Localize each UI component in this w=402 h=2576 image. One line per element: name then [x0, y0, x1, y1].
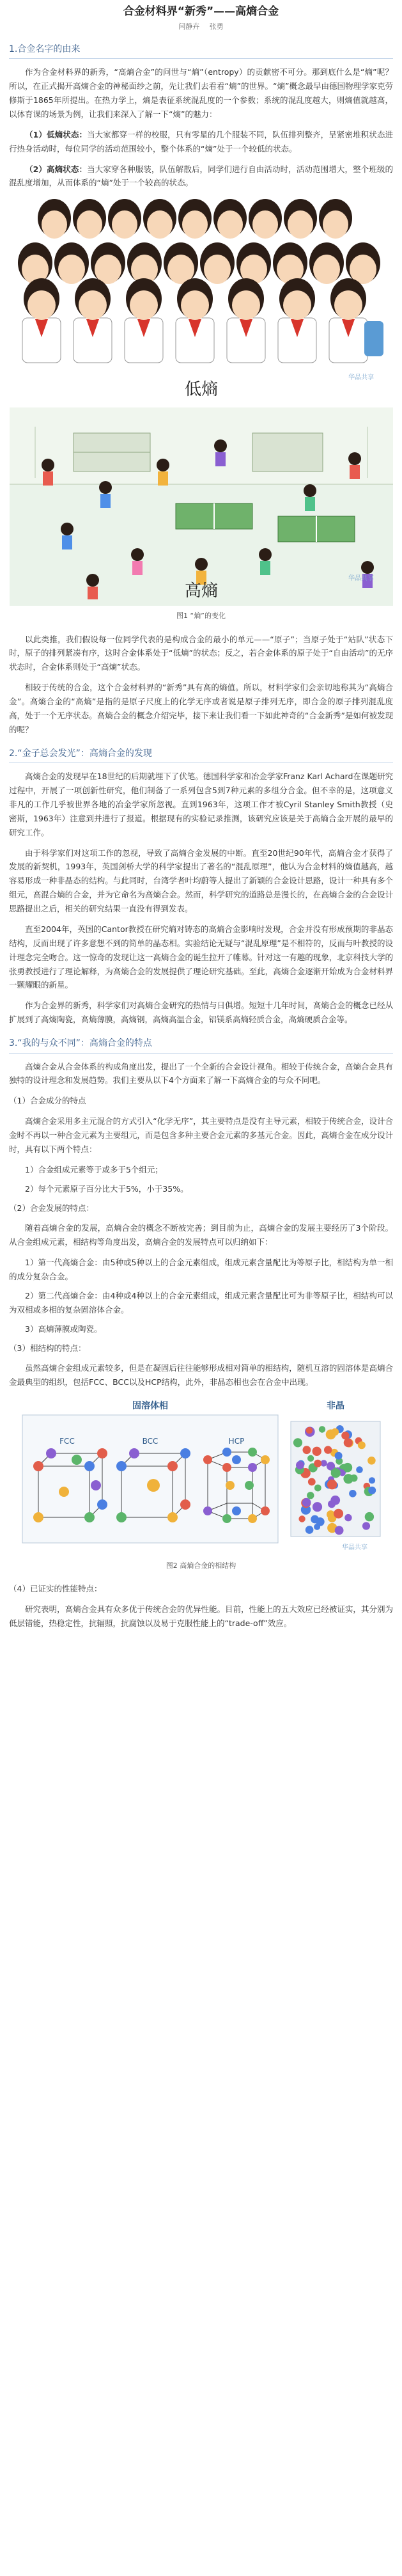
phase-structure-diagram: [10, 1396, 393, 1556]
amorphous-atom: [312, 1447, 321, 1456]
amorphous-atom: [368, 1477, 375, 1483]
list-item: [9, 128, 393, 156]
section-heading: 3.“我的与众不同”：高熵合金的特点: [9, 1033, 393, 1054]
item-text: 当大家都穿一样的校服，只有零星的几个服装不同，队伍排列整齐，呈紧密堆积状态进行热身活动时，每位同学的活动范围较小，整个体系的“熵”处于一个较低的状态。: [9, 129, 393, 154]
section-heading: 1.合金名字的由来: [9, 39, 393, 59]
author-line: [9, 20, 393, 33]
figure-caption: 图1 “熵”的变化: [176, 612, 226, 620]
bcc-label: BCC: [142, 1437, 158, 1446]
paragraph: 作为合金界的新秀，科学家们对高熵合金研究的热情与日俱增。短短十几年时间，高熵合金的概念已经从扩展到了高熵陶瓷，高熵薄膜，高熵钢，高熵高温合金，铝镁系高熵轻质合金，高熵硬质合金等。: [9, 1000, 393, 1025]
subheading: （3）相结构的特点：: [9, 1343, 86, 1353]
amorphous-atom: [314, 1460, 321, 1467]
amorphous-atom: [324, 1446, 332, 1454]
amorphous-atom: [368, 1487, 376, 1494]
paragraph: 由于科学家们对这项工作的忽视，导致了高熵合金发展的中断。直至20世纪90年代，高熵合金才获得了发展的新契机，1993年，英国剑桥大学的科学家提出了著名的“混乱原理”，他认为合金材料的熵值越高，越容易形成一种非晶态的结构。与此同时，台湾学者叶均蔚等人提出了新颖的合金设计思路，设计一种具有多个组元，高混合熵的合金，并为它命名为高熵合金。然而，科学研究的道路总是漫长的，在高熵合金的合金设计思路提出之后，相关的研究结果一直没有得到发表。: [9, 848, 393, 913]
paragraph: 以此类推，我们假设每一位同学代表的是构成合金的最小的单元——“原子”；当原子处于“站队”状态下时，原子的排列紧凑有序，这时合金体系处于“低熵”的状态；反之，若合金体系的原子处于“自由活动”的无序状态时，合金体系则处于“高熵”状态。: [9, 634, 393, 672]
amorphous-atom: [307, 1478, 315, 1486]
list-item: [9, 162, 393, 191]
author-name: 张勇: [209, 22, 224, 31]
figure-phase-structures: [9, 1396, 393, 1572]
amorphous-atom: [367, 1457, 376, 1465]
solid-solution-label: 固溶体相: [132, 1401, 168, 1412]
paragraph: 高熵合金从合金体系的构成角度出发，提出了一个全新的合金设计视角。相较于传统合金，高熵合金具有独特的设计理念和发展趋势。我们主要从以下4个方面来了解一下高熵合金的与众不同吧。: [9, 1061, 393, 1086]
item-label: （2）高熵状态：: [25, 164, 88, 174]
solid-solution-box: [22, 1415, 278, 1543]
amorphous-atom: [349, 1490, 357, 1497]
amorphous-atom: [307, 1455, 314, 1462]
paragraph: 研究表明，高熵合金具有众多优于传统合金的优异性能。目前，性能上的五大效应已经被证实，其分别为低层错能，热稳定性，抗辐照，抗腐蚀以及易于克服性能上的“trade-off”效应。: [9, 1604, 393, 1629]
paragraph: 直至2004年，英国的Cantor教授在研究熵对铸态的高熵合金影响时发现，合金并没有形成预期的非晶态结构，反而出现了许多意想不到的简单的晶态相。实验结论无疑与“混乱原理”是不相符的，反而与叶教授的设计理念完全吻合。这一惊奇的发现让这一高熵合金的诞生拉开了帷幕。针对这一有趣的现象，北京科技大学的张勇教授进行了理论解释，为高熵合金的发展提供了理论研究基础。至此，高熵合金逐渐开始成为合金材料界一颗耀眼的新星。: [9, 924, 393, 990]
section-heading: 2.“金子总会发光”：高熵合金的发现: [9, 743, 393, 764]
paragraph: 高熵合金的发现早在18世纪的后期就埋下了伏笔。德国科学家和冶金学家Franz Karl Achard在课题研究过程中，开展了一项创新性研究，他们制备了一系列包含5到7种元素的多组分合金。但不幸的是，这项意义非凡的工作几乎被世界各地的冶金学家所忽视。直到1963年，这项工作才被Cyril Stanley Smith教授（史密斯，1963年）注意到并进行了报道。根据现有的实验记录推测，该研究应该是关于高熵合金开展的最早的研究工作。: [9, 771, 393, 837]
hcp-label: HCP: [228, 1437, 244, 1446]
amorphous-atom: [362, 1522, 369, 1530]
item-text: 当大家穿各种服装，队伍解散后，同学们进行自由活动时，活动范围增大，整个班级的混乱度增加，从而体系的“熵”处于一个较高的状态。: [9, 164, 393, 188]
high-entropy-label: 高熵: [184, 581, 218, 601]
amorphous-atom: [296, 1461, 304, 1469]
article-title: 合金材料界“新秀”——高熵合金: [123, 5, 279, 18]
watermark-text: 华晶共享: [348, 374, 374, 382]
paragraph: 高熵合金采用多主元混合的方式引入“化学无序”，其主要特点是没有主导元素，相较于传统合金，设计合金时不再以一种合金元素为主要组元，而是包含多种主要合金元素的多基元合金。因此，高熵合金在成分设计时，具有以下两个特点：: [9, 1116, 393, 1154]
subheading: （1）合金成分的特点: [9, 1096, 86, 1106]
amorphous-atom: [298, 1515, 305, 1522]
paragraph: 相较于传统的合金，这个合金材料界的“新秀”具有高的熵值。所以，材料学家们会亲切地称其为“高熵合金”。高熵合金的“高熵”是指的是原子尺度上的化学无序或者说是原子排列无序，即合金的原子排列混乱度高，处于一个无序状态。高熵合金的概念介绍完毕，接下来让我们看一下如此神奇的“合金新秀”是如何被发现的呢？: [9, 683, 393, 734]
paragraph: 作为合金材料界的新秀，“高熵合金”的问世与“熵”（entropy）的贡献密不可分。那到底什么是“熵”呢？所以，在正式揭开高熵合金的神秘面纱之前，先让我们去看看“熵”的世界。“熵”概念最早由德国物理学家克劳修斯于1865年所提出。在热力学上，熵是表征系统混乱度的一个参数；系统的混乱度越大，则熵值就越高，以体育课的场景为例，让我们来深入了解一下“熵”的魅力：: [9, 67, 393, 119]
item-label: （1）低熵状态：: [25, 129, 88, 139]
list-item: 1）第一代高熵合金：由5种或5种以上的合金元素组成，组成元素含量配比为等原子比，相结构为单一相的成分复杂合金。: [9, 1258, 393, 1281]
subheading: （4）已证实的性能特点：: [9, 1584, 102, 1594]
subheading: （2）合金发展的特点：: [9, 1203, 94, 1213]
amorphous-atom: [305, 1427, 312, 1434]
amorphous-atom: [343, 1463, 352, 1473]
amorphous-atom: [312, 1502, 321, 1512]
author-name: 闫静卉: [178, 22, 200, 31]
watermark-text: 华晶共享: [341, 1544, 367, 1552]
amorphous-atom: [327, 1480, 336, 1489]
list-item: 3）高熵薄膜或陶瓷。: [25, 1324, 102, 1334]
fcc-label: FCC: [59, 1437, 75, 1446]
low-entropy-label: 低熵: [184, 380, 218, 400]
amorphous-atom: [318, 1426, 325, 1432]
entropy-cartoon-illustration: [10, 196, 393, 606]
amorphous-atom: [350, 1474, 357, 1482]
amorphous-atom: [302, 1498, 311, 1507]
paragraph: 虽然高熵合金组成元素较多，但是在凝固后往往能够形成相对简单的相结构，随机互溶的固溶体是高熵合金最典型的组织，包括FCC、BCC以及HCP结构，此外，非晶态相也会在合金中出现。: [9, 1363, 393, 1387]
amorphous-atom: [344, 1514, 352, 1521]
list-item: 2）每个元素原子百分比大于5%，小于35%。: [25, 1183, 189, 1194]
amorphous-atom: [330, 1468, 340, 1478]
amorphous-atom: [305, 1526, 313, 1534]
paragraph: 随着高熵合金的发展，高熵合金的概念不断被完善；到目前为止，高熵合金的发展主要经历了3个阶段。从合金组成元素，相结构等角度出发，高熵合金的发展特点可以归纳如下：: [9, 1223, 393, 1247]
amorphous-atom: [334, 1526, 343, 1535]
amorphous-atom: [314, 1485, 321, 1492]
amorphous-atom: [356, 1466, 363, 1473]
list-item: 1）合金组成元素等于或多于5个组元；: [25, 1164, 163, 1174]
amorphous-atom: [330, 1496, 340, 1505]
amorphous-atom: [307, 1492, 314, 1499]
amorphous-atom: [316, 1517, 325, 1526]
amorphous-atom: [334, 1509, 343, 1519]
amorphous-atom: [293, 1438, 302, 1447]
amorphous-atom: [364, 1512, 373, 1521]
figure-caption: 图2 高熵合金的相结构: [166, 1561, 236, 1570]
figure-entropy: [9, 196, 393, 622]
amorphous-atom: [325, 1430, 336, 1440]
amorphous-atom: [302, 1446, 311, 1454]
amorphous-atom: [334, 1452, 342, 1460]
amorphous-atom: [357, 1441, 365, 1449]
watermark-text: 华晶共享: [348, 575, 374, 583]
amorphous-atom: [343, 1438, 352, 1447]
list-item: 2）第二代高熵合金：由4种或4种以上的合金元素组成，组成元素含量配比可为非等原子比，相结构可以为双相或多相的复杂固溶体合金。: [9, 1290, 393, 1315]
amorphous-label: 非晶: [326, 1401, 344, 1412]
